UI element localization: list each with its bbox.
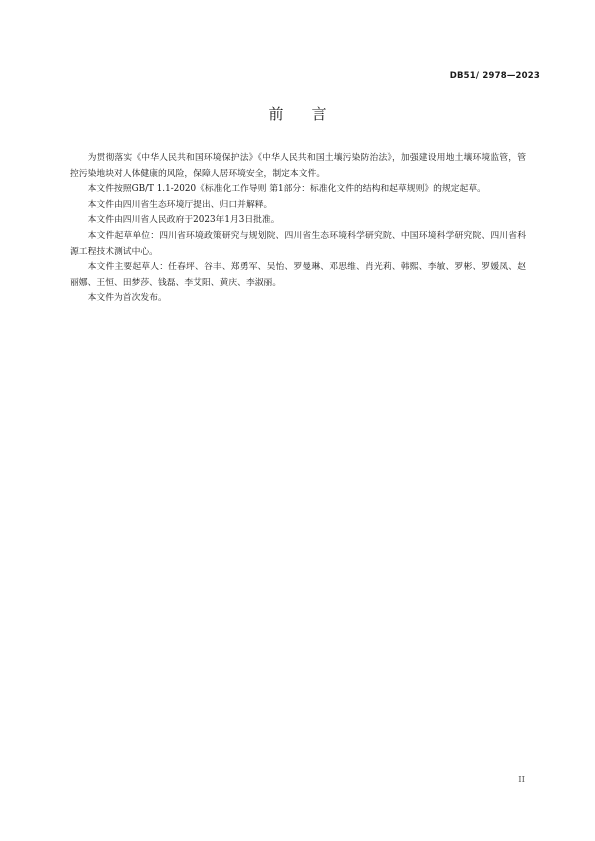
paragraph-drafting-rules: 本文件按照GB/T 1.1-2020《标准化工作导则 第1部分：标准化文件的结构和起草规则》的规定起草。 — [87, 184, 486, 195]
paragraph-approval: 本文件由四川省人民政府于2023年1月3日批准。 — [87, 215, 280, 226]
paragraph-drafters: 本文件主要起草人：任春坪、谷丰、郑勇军、吴怡、罗曼琳、邓思维、肖光莉、韩熙、李敏、罗彬、罗媛凤、赵丽娜、王恒、田梦莎、钱磊、李艾阳、黄庆、李淑丽。 — [70, 262, 526, 288]
foreword-body — [70, 151, 526, 307]
page-number: II — [518, 775, 525, 785]
paragraph-purpose: 为贯彻落实《中华人民共和国环境保护法》《中华人民共和国土壤污染防治法》，加强建设用地土壤环境监管，管控污染地块对人体健康的风险，保障人居环境安全，制定本文件。 — [70, 153, 526, 179]
paragraph-proposer: 本文件由四川省生态环境厅提出、归口并解释。 — [87, 199, 273, 210]
paragraph-first-release: 本文件为首次发布。 — [87, 293, 167, 304]
document-code: DB51/ 2978—2023 — [449, 71, 540, 81]
paragraph-drafting-units: 本文件起草单位：四川省环境政策研究与规划院、四川省生态环境科学研究院、中国环境科学研究院、四川省科源工程技术测试中心。 — [70, 230, 526, 257]
page-title: 前言 — [268, 105, 355, 123]
